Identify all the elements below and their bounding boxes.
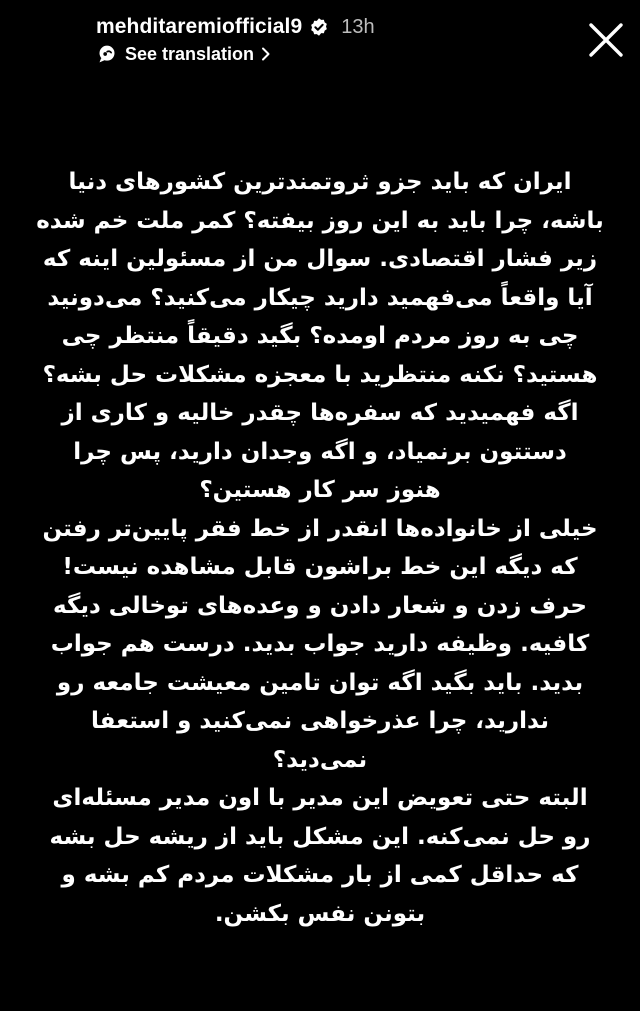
username-row	[96, 10, 375, 44]
story-line: رو حل نمی‌کنه. این مشکل باید از ریشه حل بشه	[49, 823, 591, 850]
story-line: هنوز سر کار هستین؟	[199, 477, 441, 503]
story-line: بتونن نفس بکشن.	[214, 900, 426, 927]
story-line: بدید. باید بگید اگه توان تامین معیشت جامعه رو	[56, 669, 584, 696]
story-line: آیا واقعاً می‌فهمید دارید چیکار می‌کنید؟ می‌دونید	[47, 284, 593, 311]
story-line: که دیگه این خط براشون قابل مشاهده نیست!	[62, 554, 578, 580]
story-line: خیلی از خانواده‌ها انقدر از خط فقر پایین‌تر رفتن	[42, 515, 598, 542]
see-translation-button[interactable]	[97, 40, 272, 68]
story-line: کافیه. وظیفه دارید جواب بدید. درست هم جواب	[50, 631, 590, 657]
translate-bubble-icon	[97, 44, 117, 64]
story-line: نمی‌دید؟	[272, 746, 368, 773]
story-line: دستتون برنمیاد، و اگه وجدان دارید، پس چرا	[73, 438, 567, 465]
story-text	[22, 163, 618, 933]
verified-badge-icon	[309, 17, 329, 37]
username-link[interactable]: mehditaremiofficial9	[96, 15, 303, 38]
story-line: زیر فشار اقتصادی. سوال من از مسئولین اینه که	[42, 246, 598, 272]
story-line: ندارید، چرا عذرخواهی نمی‌کنید و استعفا	[91, 708, 549, 734]
close-icon	[587, 21, 625, 59]
story-line: هستید؟ نکنه منتظرید با معجزه مشکلات حل بشه؟	[42, 361, 598, 388]
story-line: اگه فهمیدید که سفره‌ها چقدر خالیه و کاری از	[61, 400, 579, 426]
chevron-right-icon	[260, 47, 272, 61]
story-header	[0, 0, 640, 80]
story-line: باشه، چرا باید به این روز بیفته؟ کمر ملت خم شده	[36, 207, 604, 234]
close-button[interactable]	[584, 20, 628, 60]
story-line: حرف زدن و شعار دادن و وعده‌های توخالی دیگه	[53, 592, 587, 619]
story-line: البته حتی تعویض این مدیر با اون مدیر مسئله‌ای	[52, 785, 588, 811]
story-line: چی به روز مردم اومده؟ بگید دقیقاً منتظر چی	[61, 323, 579, 349]
post-time: 13h	[341, 15, 375, 38]
story-line: که حداقل کمی از بار مشکلات مردم کم بشه و	[61, 862, 579, 888]
see-translation-label: See translation	[125, 43, 255, 64]
story-line: ایران که باید جزو ثروتمندترین کشورهای دنیا	[68, 169, 572, 195]
